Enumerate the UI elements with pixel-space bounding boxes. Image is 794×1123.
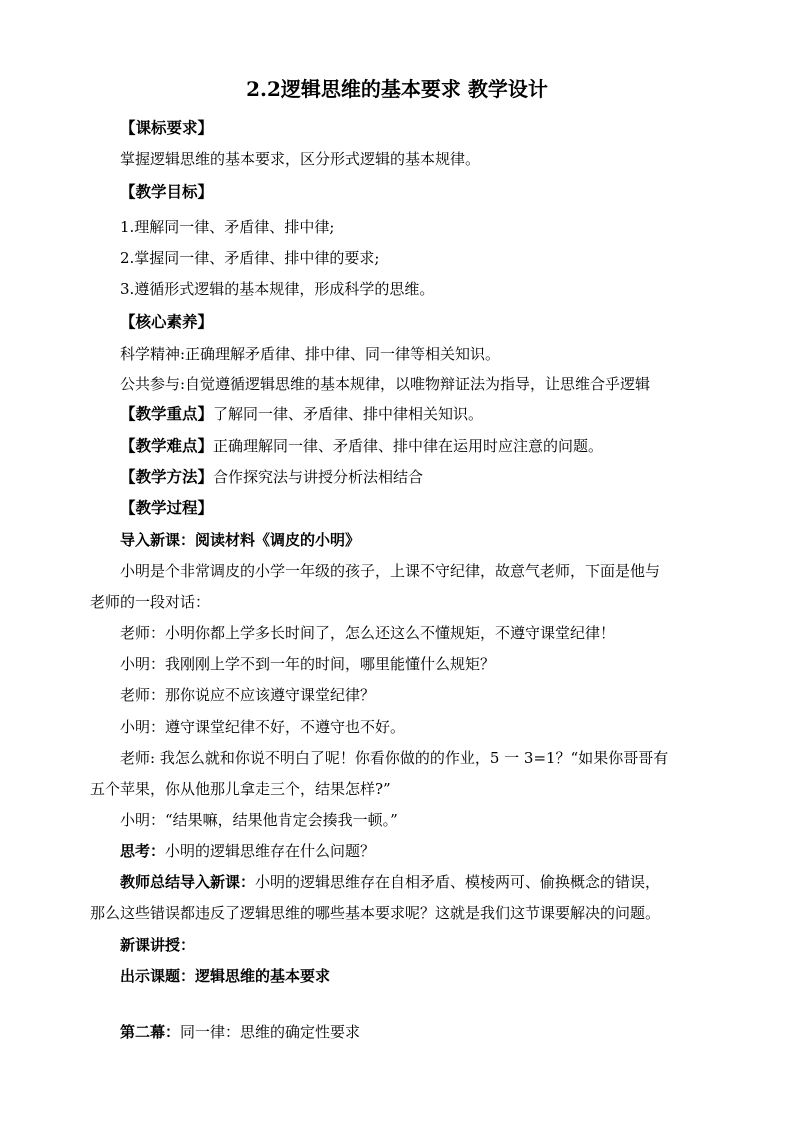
summary-line	[120, 871, 660, 893]
key-point-text: 了解同一律、矛盾律、排中律相关知识。	[213, 405, 484, 423]
summary-line-2: 那么这些错误都违反了逻辑思维的哪些基本要求呢？这就是我们这节课要解决的问题。	[90, 904, 661, 922]
key-point-line	[120, 403, 483, 425]
method-heading: 【教学方法】	[120, 467, 214, 486]
method-text: 合作探究法与讲授分析法相结合	[213, 468, 424, 486]
goal-item: 3.遵循形式逻辑的基本规律，形成科学的思维。	[120, 280, 435, 298]
dialogue-line: 老师：小明你都上学多长时间了，怎么还这么不懂规矩，不遵守课堂纪律！	[120, 624, 616, 642]
dialogue-line: 小明：我刚刚上学不到一年的时间，哪里能懂什么规矩？	[120, 655, 496, 673]
intro-paragraph-line: 小明是个非常调皮的小学一年级的孩子，上课不守纪律，故意气老师，下面是他与	[120, 562, 661, 580]
dialogue-line: 五个苹果，你从他那儿拿走三个，结果怎样?”	[90, 780, 391, 798]
goal-item: 2.掌握同一律、矛盾律、排中律的要求;	[120, 249, 380, 267]
process-heading: 【教学过程】	[120, 498, 214, 517]
act-label: 第二幕：	[120, 1023, 181, 1041]
document-title: 2.2逻辑思维的基本要求 教学设计	[246, 77, 548, 101]
topic-heading: 出示课题：逻辑思维的基本要求	[120, 967, 331, 985]
new-lesson-heading: 新课讲授：	[120, 936, 196, 954]
goals-heading: 【教学目标】	[120, 182, 214, 201]
method-line	[120, 466, 423, 488]
difficulty-heading: 【教学难点】	[120, 436, 214, 455]
core-heading: 【核心素养】	[120, 312, 214, 331]
think-line	[120, 840, 375, 862]
core-item: 科学精神:正确理解矛盾律、排中律、同一律等相关知识。	[120, 345, 501, 363]
think-label: 思考：	[120, 842, 166, 860]
difficulty-line	[120, 435, 603, 457]
dialogue-line: 小明：“结果嘛，结果他肯定会揍我一顿。”	[120, 811, 398, 829]
dialogue-line: 小明：遵守课堂纪律不好，不遵守也不好。	[120, 718, 406, 736]
curriculum-text: 掌握逻辑思维的基本要求，区分形式逻辑的基本规律。	[120, 150, 481, 168]
dialogue-line: 老师: 我怎么就和你说不明白了呢！你看你做的的作业，5 一 3=1？“如果你哥哥有	[120, 749, 669, 767]
think-text: 小明的逻辑思维存在什么问题？	[165, 842, 376, 860]
summary-text: 小明的逻辑思维存在自相矛盾、模棱两可、偷换概念的错误，	[255, 873, 661, 891]
dialogue-line: 老师：那你说应不应该遵守课堂纪律？	[120, 686, 376, 704]
intro-paragraph-line: 老师的一段对话：	[90, 593, 211, 611]
difficulty-text: 正确理解同一律、矛盾律、排中律在运用时应注意的问题。	[213, 437, 604, 455]
act-line	[120, 1021, 360, 1043]
core-item: 公共参与:自觉遵循逻辑思维的基本规律，以唯物辩证法为指导，让思维合乎逻辑	[120, 375, 651, 393]
summary-label: 教师总结导入新课：	[120, 873, 256, 891]
curriculum-heading: 【课标要求】	[120, 118, 214, 137]
intro-heading: 导入新课：阅读材料《调皮的小明》	[120, 531, 361, 549]
goal-item: 1.理解同一律、矛盾律、排中律;	[120, 218, 335, 236]
act-text: 同一律：思维的确定性要求	[180, 1023, 361, 1041]
key-point-heading: 【教学重点】	[120, 404, 214, 423]
